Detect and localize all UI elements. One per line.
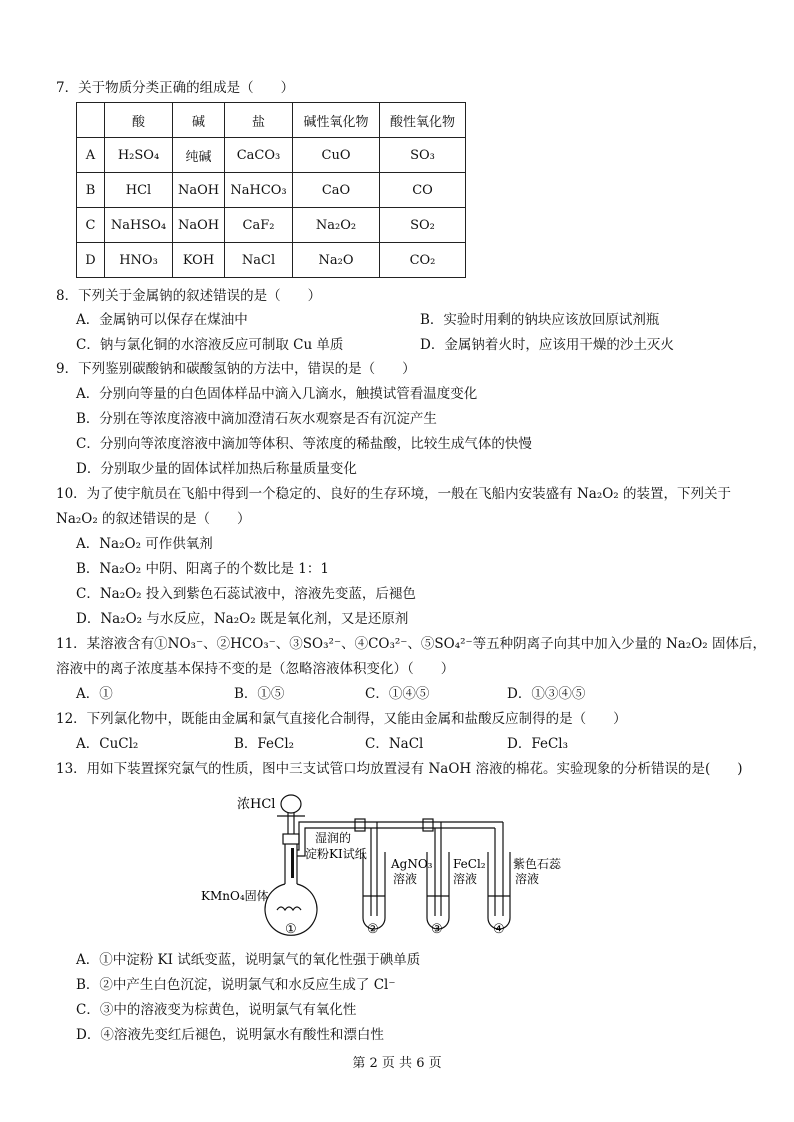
fig-label-hcl: 浓HCl <box>237 797 276 812</box>
table-cell: SO₂ <box>380 208 466 243</box>
fig-number-3: ③ <box>431 922 443 937</box>
fig-label-sol3: 溶液 <box>453 872 478 886</box>
table-cell: 碱性氧化物 <box>293 103 380 138</box>
table-cell: CaF₂ <box>225 208 293 243</box>
table-cell: 盐 <box>225 103 293 138</box>
q12-option-a[interactable]: A．CuCl₂ <box>76 736 139 752</box>
q10-option-a[interactable]: A．Na₂O₂ 可作供氧剂 <box>76 536 213 552</box>
table-cell: Na₂O₂ <box>293 208 380 243</box>
table-cell: 酸性氧化物 <box>380 103 466 138</box>
table-cell: HCl <box>105 173 173 208</box>
q8-option-c[interactable]: C．钠与氯化铜的水溶液反应可制取 Cu 单质 <box>76 337 344 353</box>
table-cell: A <box>77 138 105 173</box>
q9-option-d[interactable]: D．分别取少量的固体试样加热后称量质量变化 <box>76 461 357 477</box>
table-row <box>77 138 466 173</box>
table-cell: NaHSO₄ <box>105 208 173 243</box>
q11-option-c[interactable]: C．①④⑤ <box>365 686 430 702</box>
q10-stem-line1: 10．为了使宇航员在飞船中得到一个稳定的、良好的生存环境，一般在飞船内安装盛有 Na₂O₂ 的装置，下列关于 <box>56 486 732 502</box>
q11-option-a[interactable]: A．① <box>76 686 113 702</box>
fig-number-2: ② <box>367 922 379 937</box>
fig-number-4: ④ <box>493 922 505 937</box>
q8-option-a[interactable]: A．金属钠可以保存在煤油中 <box>76 312 248 328</box>
q13-option-b[interactable]: B．②中产生白色沉淀，说明氯气和水反应生成了 Cl⁻ <box>76 977 396 993</box>
table-cell: NaHCO₃ <box>225 173 293 208</box>
table-row <box>77 208 466 243</box>
q13-stem: 13．用如下装置探究氯气的性质，图中三支试管口均放置浸有 NaOH 溶液的棉花。实验现象的分析错误的是( ) <box>56 761 743 777</box>
table-cell: NaOH <box>173 173 225 208</box>
fig-label-litmus: 紫色石蕊 <box>513 857 562 871</box>
table-cell: CaCO₃ <box>225 138 293 173</box>
table-cell <box>77 103 105 138</box>
table-cell: KOH <box>173 243 225 278</box>
q9-option-c[interactable]: C．分别向等浓度溶液中滴加等体积、等浓度的稀盐酸，比较生成气体的快慢 <box>76 436 532 452</box>
page-footer: 第 2 页 共 6 页 <box>352 1056 442 1071</box>
table-cell: CuO <box>293 138 380 173</box>
q10-option-d[interactable]: D．Na₂O₂ 与水反应，Na₂O₂ 既是氧化剂，又是还原剂 <box>76 611 409 627</box>
table-row <box>77 243 466 278</box>
q13-option-d[interactable]: D．④溶液先变红后褪色，说明氯水有酸性和漂白性 <box>76 1027 384 1043</box>
fig-label-agno3: AgNO₃ <box>391 857 433 871</box>
table-cell: CaO <box>293 173 380 208</box>
table-cell: SO₃ <box>380 138 466 173</box>
q9-option-a[interactable]: A．分别向等量的白色固体样品中滴入几滴水，触摸试管看温度变化 <box>76 386 478 402</box>
table-cell: C <box>77 208 105 243</box>
q9-option-b[interactable]: B．分别在等浓度溶液中滴加澄清石灰水观察是否有沉淀产生 <box>76 411 437 427</box>
fig-label-kmno4: KMnO₄固体 <box>201 889 269 903</box>
table-header-row <box>77 103 466 138</box>
q11-stem-line2: 溶液中的离子浓度基本保持不变的是（忽略溶液体积变化）（ ） <box>56 661 455 677</box>
q12-option-d[interactable]: D．FeCl₃ <box>507 736 569 752</box>
q12-option-c[interactable]: C．NaCl <box>365 736 424 752</box>
table-cell: 酸 <box>105 103 173 138</box>
table-cell: H₂SO₄ <box>105 138 173 173</box>
table-cell: 碱 <box>173 103 225 138</box>
table-cell: D <box>77 243 105 278</box>
table-cell: B <box>77 173 105 208</box>
table-cell: CO <box>380 173 466 208</box>
q10-option-c[interactable]: C．Na₂O₂ 投入到紫色石蕊试液中，溶液先变蓝，后褪色 <box>76 586 416 602</box>
fig-label-sol2: 溶液 <box>393 872 418 886</box>
q7-stem: 7．关于物质分类正确的组成是（ ） <box>56 80 295 96</box>
q8-stem: 8．下列关于金属钠的叙述错误的是（ ） <box>56 288 322 304</box>
table-cell: CO₂ <box>380 243 466 278</box>
q11-option-d[interactable]: D．①③④⑤ <box>507 686 586 702</box>
fig-label-sol4: 溶液 <box>515 872 540 886</box>
q10-stem-line2: Na₂O₂ 的叙述错误的是（ ） <box>56 511 251 527</box>
q8-option-b[interactable]: B．实验时用剩的钠块应该放回原试剂瓶 <box>420 312 660 328</box>
table-cell: HNO₃ <box>105 243 173 278</box>
table-cell: NaCl <box>225 243 293 278</box>
q11-stem-line1: 11．某溶液含有①NO₃⁻、②HCO₃⁻、③SO₃²⁻、④CO₃²⁻、⑤SO₄²⁻等五种阴离子向其中加入少量的 Na₂O₂ 固体后， <box>56 636 767 652</box>
table-cell: 纯碱 <box>173 138 225 173</box>
fig-number-1: ① <box>285 922 297 937</box>
fig-label-fecl2: FeCl₂ <box>453 857 486 871</box>
fig-label-paper-2: 淀粉KI试纸 <box>305 847 367 861</box>
table-cell: Na₂O <box>293 243 380 278</box>
q13-option-a[interactable]: A．①中淀粉 KI 试纸变蓝，说明氯气的氧化性强于碘单质 <box>76 952 421 968</box>
q10-option-b[interactable]: B．Na₂O₂ 中阴、阳离子的个数比是 1：1 <box>76 561 329 577</box>
q7-table <box>76 102 466 278</box>
q12-option-b[interactable]: B．FeCl₂ <box>234 736 295 752</box>
q12-stem: 12．下列氯化物中，既能由金属和氯气直接化合制得，又能由金属和盐酸反应制得的是（ ） <box>56 711 627 727</box>
q8-option-d[interactable]: D．金属钠着火时，应该用干燥的沙土灭火 <box>420 337 674 353</box>
table-row <box>77 173 466 208</box>
q9-stem: 9．下列鉴别碳酸钠和碳酸氢钠的方法中，错误的是（ ） <box>56 361 416 377</box>
apparatus-diagram <box>195 786 585 938</box>
table-cell: NaOH <box>173 208 225 243</box>
q11-option-b[interactable]: B．①⑤ <box>234 686 285 702</box>
fig-label-paper-1: 湿润的 <box>315 831 352 845</box>
q13-option-c[interactable]: C．③中的溶液变为棕黄色，说明氯气有氧化性 <box>76 1002 357 1018</box>
